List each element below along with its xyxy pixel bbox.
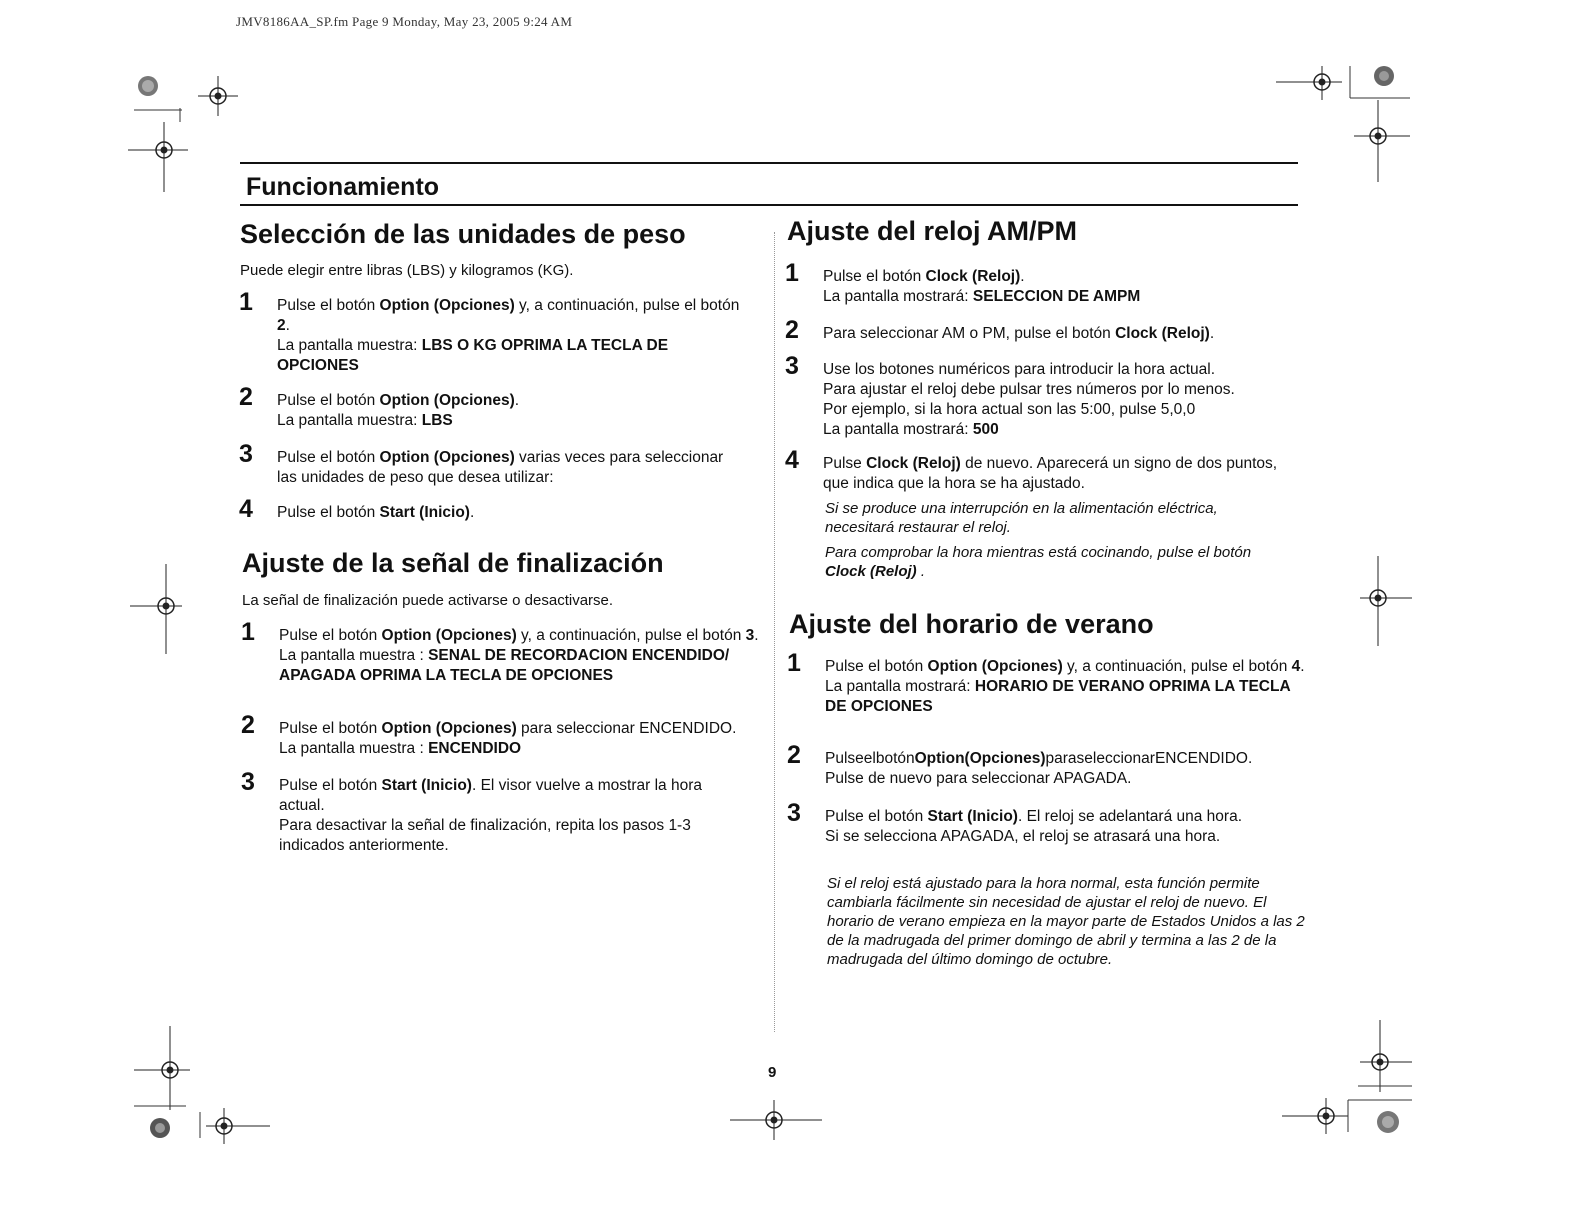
clock-step-1: 1 Pulse el botón Clock (Reloj). La pantalla mostrará: SELECCION DE AMPM [785, 259, 1141, 305]
weight-step-1: 1 Pulse el botón Option (Opciones) y, a continuación, pulse el botón 2. La pantalla muestra: LBS O KG OPRIMA LA TECLA DE OPCIONES [239, 288, 740, 374]
dst-step-2: 2 PulseelbotónOption(Opciones)paraseleccionarENCENDIDO. Pulse de nuevo para seleccionar APAGADA. [787, 741, 1253, 787]
end-signal-intro: La señal de finalización puede activarse o desactivarse. [242, 592, 614, 609]
registration-mark-icon [1354, 100, 1410, 182]
clock-step-2: 2 Para seleccionar AM o PM, pulse el botón Clock (Reloj). [785, 316, 1215, 344]
dst-step-3: 3 Pulse el botón Start (Inicio). El reloj se adelantará una hora. Si se selecciona APAGADA, el reloj se atrasará una hora. [787, 799, 1242, 845]
clock-note-check: Para comprobar la hora mientras está cocinando, pulse el botón Clock (Reloj) . [825, 544, 1252, 580]
weight-step-3: 3 Pulse el botón Option (Opciones) varias veces para seleccionar las unidades de peso que desea utilizar: [239, 440, 724, 486]
end-signal-heading: Ajuste de la señal de finalización [242, 548, 664, 578]
clock-note-power: Si se produce una interrupción en la alimentación eléctrica, necesitará restaurar el reloj. [825, 500, 1218, 536]
section-title: Funcionamiento [246, 173, 440, 201]
print-dot-icon [1282, 1082, 1412, 1142]
print-dot-icon [140, 1108, 270, 1148]
registration-mark-icon [130, 564, 182, 654]
dst-step-1: 1 Pulse el botón Option (Opciones) y, a continuación, pulse el botón 4. La pantalla mostrará: HORARIO DE VERANO OPRIMA LA TECLA DE OPCIONES [787, 649, 1305, 715]
file-info-header: JMV8186AA_SP.fm Page 9 Monday, May 23, 2005 9:24 AM [236, 14, 573, 29]
signal-step-2: 2 Pulse el botón Option (Opciones) para seleccionar ENCENDIDO. La pantalla muestra : ENCENDIDO [241, 711, 737, 757]
registration-mark-icon [198, 76, 238, 116]
clock-ampm-heading: Ajuste del reloj AM/PM [787, 216, 1078, 246]
signal-step-1: 1 Pulse el botón Option (Opciones) y, a continuación, pulse el botón 3. La pantalla muestra : SENAL DE RECORDACION ENCENDIDO/ APAGADA OPRIMA LA TECLA DE OPCIONES [241, 618, 759, 684]
registration-mark-icon [128, 108, 188, 192]
dst-heading: Ajuste del horario de verano [789, 609, 1154, 639]
weight-step-2: 2 Pulse el botón Option (Opciones). La pantalla muestra: LBS [239, 383, 520, 429]
weight-units-heading: Selección de las unidades de peso [240, 219, 686, 249]
weight-units-intro: Puede elegir entre libras (LBS) y kilogramos (KG). [240, 262, 574, 279]
clock-step-4: 4 Pulse Clock (Reloj) de nuevo. Aparecerá un signo de dos puntos, que indica que la hora se ha ajustado. [785, 446, 1278, 492]
signal-step-3: 3 Pulse el botón Start (Inicio). El visor vuelve a mostrar la hora actual. Para desactivar la señal de finalización, repita los pasos 1-3 indicados anteriormente. [241, 768, 702, 854]
print-dot-icon [128, 74, 168, 104]
title-underline [240, 204, 1298, 206]
top-rule [240, 162, 1298, 164]
clock-step-3: 3 Use los botones numéricos para introducir la hora actual. Para ajustar el reloj debe pulsar tres números por lo menos. Por ejemplo, si la hora actual son las 5:00, pulse 5,0,0 La pantalla mostrará: 500 [785, 352, 1235, 438]
registration-mark-icon [730, 1100, 822, 1140]
dst-note: Si el reloj está ajustado para la hora normal, esta función permite cambiarla fácilmente sin necesidad de ajustar el reloj de nuevo. El horario de verano empieza en la mayor parte de Estados Unidos a las 2 de la madrugada del primer domingo de abril y termina a las 2 de la madrugada del último domingo de octubre. [827, 875, 1305, 968]
registration-mark-icon [1276, 66, 1366, 106]
registration-mark-icon [1360, 556, 1412, 646]
weight-step-4: 4 Pulse el botón Start (Inicio). [239, 495, 475, 523]
column-divider [774, 232, 775, 1032]
page-number: 9 [768, 1064, 777, 1081]
